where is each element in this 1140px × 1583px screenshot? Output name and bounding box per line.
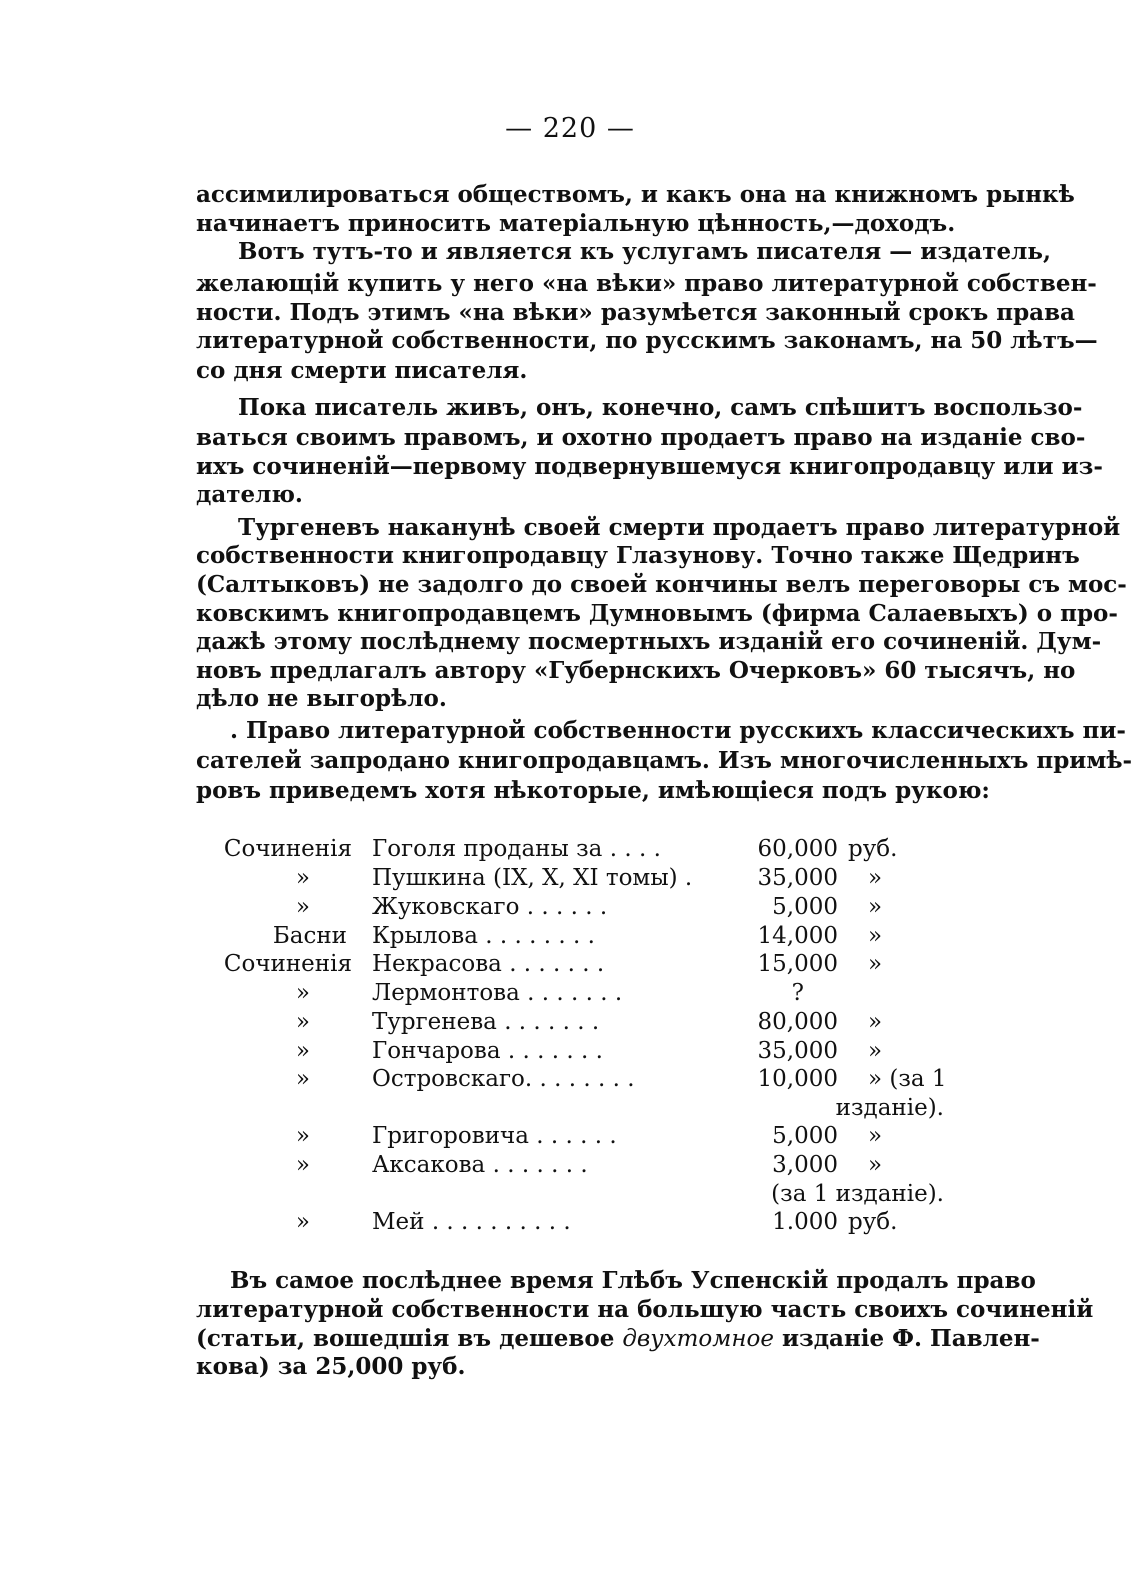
row-amount: 3,000 xyxy=(772,1152,838,1178)
row-author-name: Тургенева xyxy=(372,1009,497,1035)
text-line xyxy=(196,1324,1040,1353)
text-line: ваться своимъ правомъ, и охотно продаетъ право на изданіе сво- xyxy=(196,424,1086,451)
table-row xyxy=(0,1008,1140,1037)
row-unit: » xyxy=(868,1009,883,1035)
text-line: ихъ сочиненій—первому подвернувшемуся книгопродавцу или из- xyxy=(196,453,1103,480)
row-unit: » (за 1 xyxy=(868,1066,947,1092)
table-row xyxy=(0,1065,1140,1094)
row-author-name: Лермонтова xyxy=(372,980,520,1006)
row-amount: 5,000 xyxy=(772,894,838,920)
row-author xyxy=(372,1151,588,1180)
table-row xyxy=(0,979,1140,1008)
text-line: Въ самое послѣднее время Глѣбъ Успенскій продалъ право xyxy=(230,1267,1036,1294)
table-row xyxy=(0,1180,1140,1209)
row-author xyxy=(372,864,692,893)
row-leader-dots: . . . . . . . xyxy=(504,1009,600,1035)
row-unit: » xyxy=(868,865,883,891)
row-amount: 35,000 xyxy=(757,1038,838,1064)
row-author-name: Мей xyxy=(372,1209,425,1235)
text-line: сателей запродано книгопродавцамъ. Изъ многочисленныхъ примѣ- xyxy=(196,747,1133,774)
table-row xyxy=(0,922,1140,951)
row-amount: 15,000 xyxy=(757,951,838,977)
row-author-name: Некрасова xyxy=(372,951,502,977)
row-unit: » xyxy=(868,1038,883,1064)
table-row xyxy=(0,950,1140,979)
row-leader-dots: . . . . . . . . . . xyxy=(431,1209,571,1235)
text-segment: изданіе Ф. Павлен- xyxy=(773,1325,1040,1352)
row-lead: Басни xyxy=(272,923,347,949)
text-line: Пока писатель живъ, онъ, конечно, самъ спѣшитъ воспользо- xyxy=(238,394,1083,421)
row-author xyxy=(372,1037,603,1066)
text-line: собственности книгопродавцу Глазунову. Точно также Щедринъ xyxy=(196,542,1080,569)
row-lead: » xyxy=(295,894,310,920)
row-leader-dots: . . . . . . . xyxy=(509,951,605,977)
row-leader-dots: . . . . . . xyxy=(536,1123,617,1149)
row-unit: » xyxy=(868,894,883,920)
text-line: дателю. xyxy=(196,481,303,508)
table-row xyxy=(0,1094,1140,1123)
text-segment: (статьи, вошедшія въ дешевое xyxy=(196,1325,623,1352)
text-line: литературной собственности на большую часть своихъ сочиненій xyxy=(196,1296,1094,1323)
row-author xyxy=(372,1008,599,1037)
row-author-name: Пушкина (IX, X, XI томы) xyxy=(372,865,678,891)
row-author xyxy=(372,1122,617,1151)
row-lead: » xyxy=(295,980,310,1006)
text-line: кова) за 25,000 руб. xyxy=(196,1353,466,1380)
row-unit: » xyxy=(868,951,883,977)
row-leader-dots: . . . . . . . xyxy=(492,1152,588,1178)
table-row xyxy=(0,1208,1140,1237)
row-author-name: Крылова xyxy=(372,923,478,949)
text-line: дажѣ этому послѣднему посмертныхъ изданій его сочиненій. Дум- xyxy=(196,628,1102,655)
row-lead: » xyxy=(295,1123,310,1149)
table-row xyxy=(0,864,1140,893)
row-amount: 1.000 xyxy=(772,1209,838,1235)
row-amount: 14,000 xyxy=(757,923,838,949)
row-author xyxy=(372,922,595,951)
row-leader-dots: . xyxy=(684,865,693,891)
row-unit: » xyxy=(868,1152,883,1178)
text-line: ковскимъ книгопродавцемъ Думновымъ (фирма Салаевыхъ) о про- xyxy=(196,600,1118,627)
row-amount: 80,000 xyxy=(757,1009,838,1035)
row-lead: » xyxy=(295,1066,310,1092)
text-line: ности. Подъ этимъ «на вѣки» разумѣется законный срокъ права xyxy=(196,299,1075,326)
row-unit: » xyxy=(868,923,883,949)
text-line: начинаетъ приносить матеріальную цѣнность,—доходъ. xyxy=(196,210,956,237)
table-row xyxy=(0,893,1140,922)
row-author xyxy=(372,1208,571,1237)
row-unit: » xyxy=(868,1123,883,1149)
row-author-name: Островскаго xyxy=(372,1066,525,1092)
row-author xyxy=(372,950,604,979)
text-line: литературной собственности, по русскимъ законамъ, на 50 лѣтъ— xyxy=(196,327,1098,354)
row-author-name: Аксакова xyxy=(372,1152,486,1178)
page-number: — 220 — xyxy=(505,113,635,144)
row-amount: 60,000 xyxy=(757,836,838,862)
row-lead: Сочиненія xyxy=(223,951,352,977)
row-author-name: Григоровича xyxy=(372,1123,529,1149)
row-author xyxy=(372,893,607,922)
row-author-name: Гончарова xyxy=(372,1038,501,1064)
row-lead: » xyxy=(295,1009,310,1035)
row-author xyxy=(372,979,622,1008)
row-lead: » xyxy=(295,1038,310,1064)
row-lead: » xyxy=(295,1209,310,1235)
row-author-name: Жуковскаго xyxy=(372,894,520,920)
text-line: Вотъ тутъ-то и является къ услугамъ писателя — издатель, xyxy=(238,238,1051,265)
row-note: изданіе). xyxy=(835,1095,944,1121)
row-lead: Сочиненія xyxy=(223,836,352,862)
text-line: дѣло не выгорѣло. xyxy=(196,685,447,712)
emphasized-word: двухтомное xyxy=(622,1326,774,1352)
row-note: (за 1 изданіе). xyxy=(771,1181,944,1207)
table-row xyxy=(0,1037,1140,1066)
table-row xyxy=(0,835,1140,864)
table-row xyxy=(0,1122,1140,1151)
row-leader-dots: . . . . . . . xyxy=(507,1038,603,1064)
row-leader-dots: . . . . xyxy=(609,836,661,862)
text-line: желающій купить у него «на вѣки» право литературной собствен- xyxy=(196,270,1097,297)
row-amount: 35,000 xyxy=(757,865,838,891)
row-lead: » xyxy=(295,865,310,891)
text-line: со дня смерти писателя. xyxy=(196,357,528,384)
table-row xyxy=(0,1151,1140,1180)
row-lead: » xyxy=(295,1152,310,1178)
text-line: . Право литературной собственности русскихъ классическихъ пи- xyxy=(230,717,1126,744)
text-line: Тургеневъ наканунѣ своей смерти продаетъ право литературной xyxy=(238,514,1121,541)
row-amount: 5,000 xyxy=(772,1123,838,1149)
row-leader-dots: . . . . . . . . xyxy=(485,923,595,949)
row-amount: 10,000 xyxy=(757,1066,838,1092)
text-line: новъ предлагалъ автору «Губернскихъ Очерковъ» 60 тысячъ, но xyxy=(196,657,1076,684)
row-leader-dots: . . . . . . . . xyxy=(524,1066,635,1092)
row-unit: руб. xyxy=(848,836,898,862)
text-line: (Салтыковъ) не задолго до своей кончины велъ переговоры съ мос- xyxy=(196,571,1127,598)
row-amount: ? xyxy=(791,980,804,1006)
row-unit: руб. xyxy=(848,1209,898,1235)
row-author-name: Гоголя проданы за xyxy=(372,836,603,862)
row-author xyxy=(372,1065,635,1094)
row-author xyxy=(372,835,661,864)
text-line: ровъ приведемъ хотя нѣкоторые, имѣющіеся подъ рукою: xyxy=(196,777,990,804)
row-leader-dots: . . . . . . xyxy=(526,894,608,920)
text-line: ассимилироваться обществомъ, и какъ она на книжномъ рынкѣ xyxy=(196,181,1075,208)
row-leader-dots: . . . . . . . xyxy=(527,980,623,1006)
